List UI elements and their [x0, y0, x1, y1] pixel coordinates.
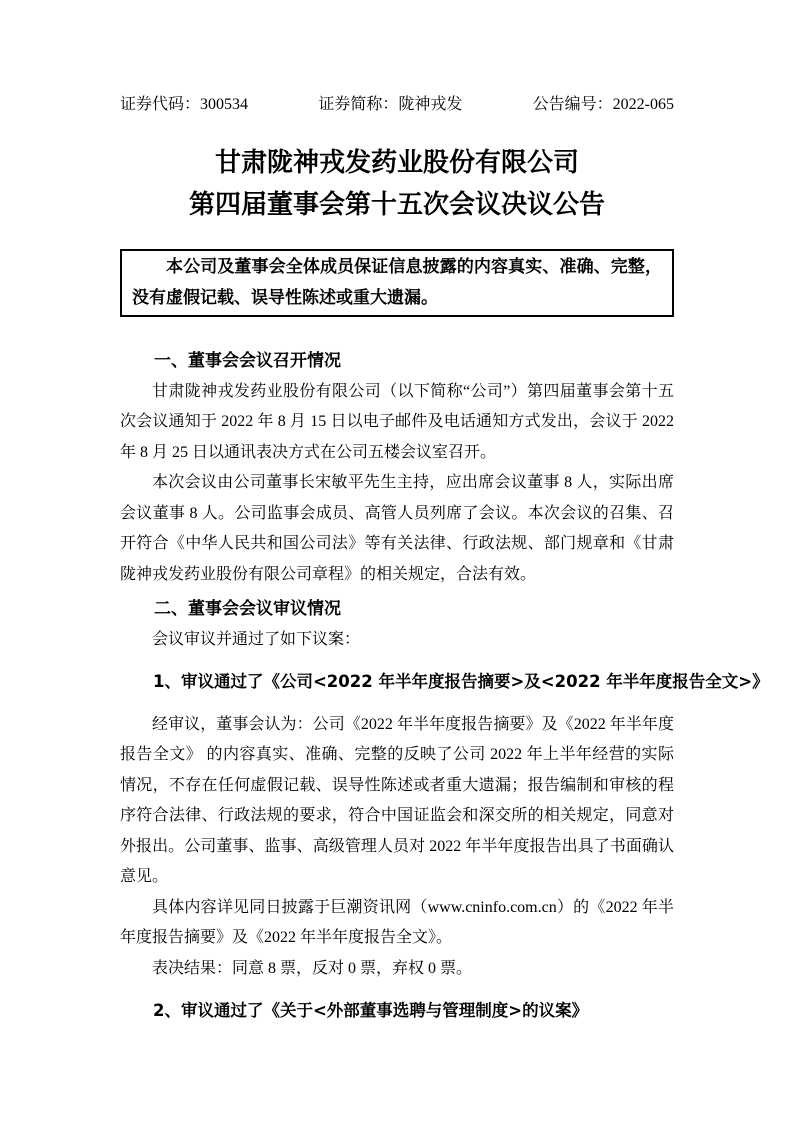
meeting-resolution-title: 第四届董事会第十五次会议决议公告 — [188, 190, 605, 220]
announcement-number-label: 公告编号：2022-065 — [532, 96, 674, 113]
section-1-heading: 一、董事会会议召开情况 — [154, 351, 341, 371]
resolution-item-2-heading: 2、审议通过了《关于<外部董事选聘与管理制度>的议案》 — [153, 1001, 589, 1020]
resolution-item-1-vote-result: 表决结果：同意 8 票，反对 0 票，弃权 0 票。 — [152, 959, 473, 977]
section-2-intro: 会议审议并通过了如下议案： — [152, 630, 361, 648]
disclaimer-box — [120, 249, 674, 317]
resolution-item-1-paragraph-1: 经审议，董事会认为：公司《2022 年半年度报告摘要》及《2022 年半年度报告全文》 的内容真实、准确、完整的反映了公司 2022 年上半年经营的实际情况，不存在任何虚假记载、误导性陈述或者重大遗漏；报告编制和审核的程序符合法律、行政法规的要求，符合中国证监会和深交所的相关规定，同意对外报出。公司董事、监事、高级管理人员对 2022 年半年度报告出具了书面确认意见。 — [120, 715, 674, 885]
company-name-title: 甘肃陇神戎发药业股份有限公司 — [214, 148, 579, 178]
resolution-item-1-paragraph-2: 具体内容详见同日披露于巨潮资讯网（www.cninfo.com.cn）的《2022 年半年度报告摘要》及《2022 年半年度报告全文》。 — [120, 898, 674, 946]
section-1-paragraph-2: 本次会议由公司董事长宋敏平先生主持，应出席会议董事 8 人，实际出席会议董事 8 人。公司监事会成员、高管人员列席了会议。本次会议的召集、召开符合《中华人民共和国公司法》等有关法律、行政法规、部门规章和《甘肃陇神戎发药业股份有限公司章程》的相关规定，合法有效。 — [120, 474, 674, 583]
section-1-paragraph-1: 甘肃陇神戎发药业股份有限公司（以下简称“公司”）第四届董事会第十五次会议通知于 2022 年 8 月 15 日以电子邮件及电话通知方式发出，会议于 2022 年 8 月 25 日以通讯表决方式在公司五楼会议室召开。 — [120, 382, 674, 461]
stock-name-label: 证券简称：陇神戎发 — [318, 96, 463, 113]
resolution-item-1-heading: 1、审议通过了《公司<2022 年半年度报告摘要>及<2022 年半年度报告全文>》 — [153, 672, 769, 691]
disclaimer-text: 本公司及董事会全体成员保证信息披露的内容真实、准确、完整，没有虚假记载、误导性陈述或重大遗漏。 — [132, 257, 662, 308]
stock-code-label: 证券代码：300534 — [120, 96, 249, 113]
doc-header — [120, 95, 674, 115]
section-2-heading: 二、董事会会议审议情况 — [154, 599, 341, 619]
